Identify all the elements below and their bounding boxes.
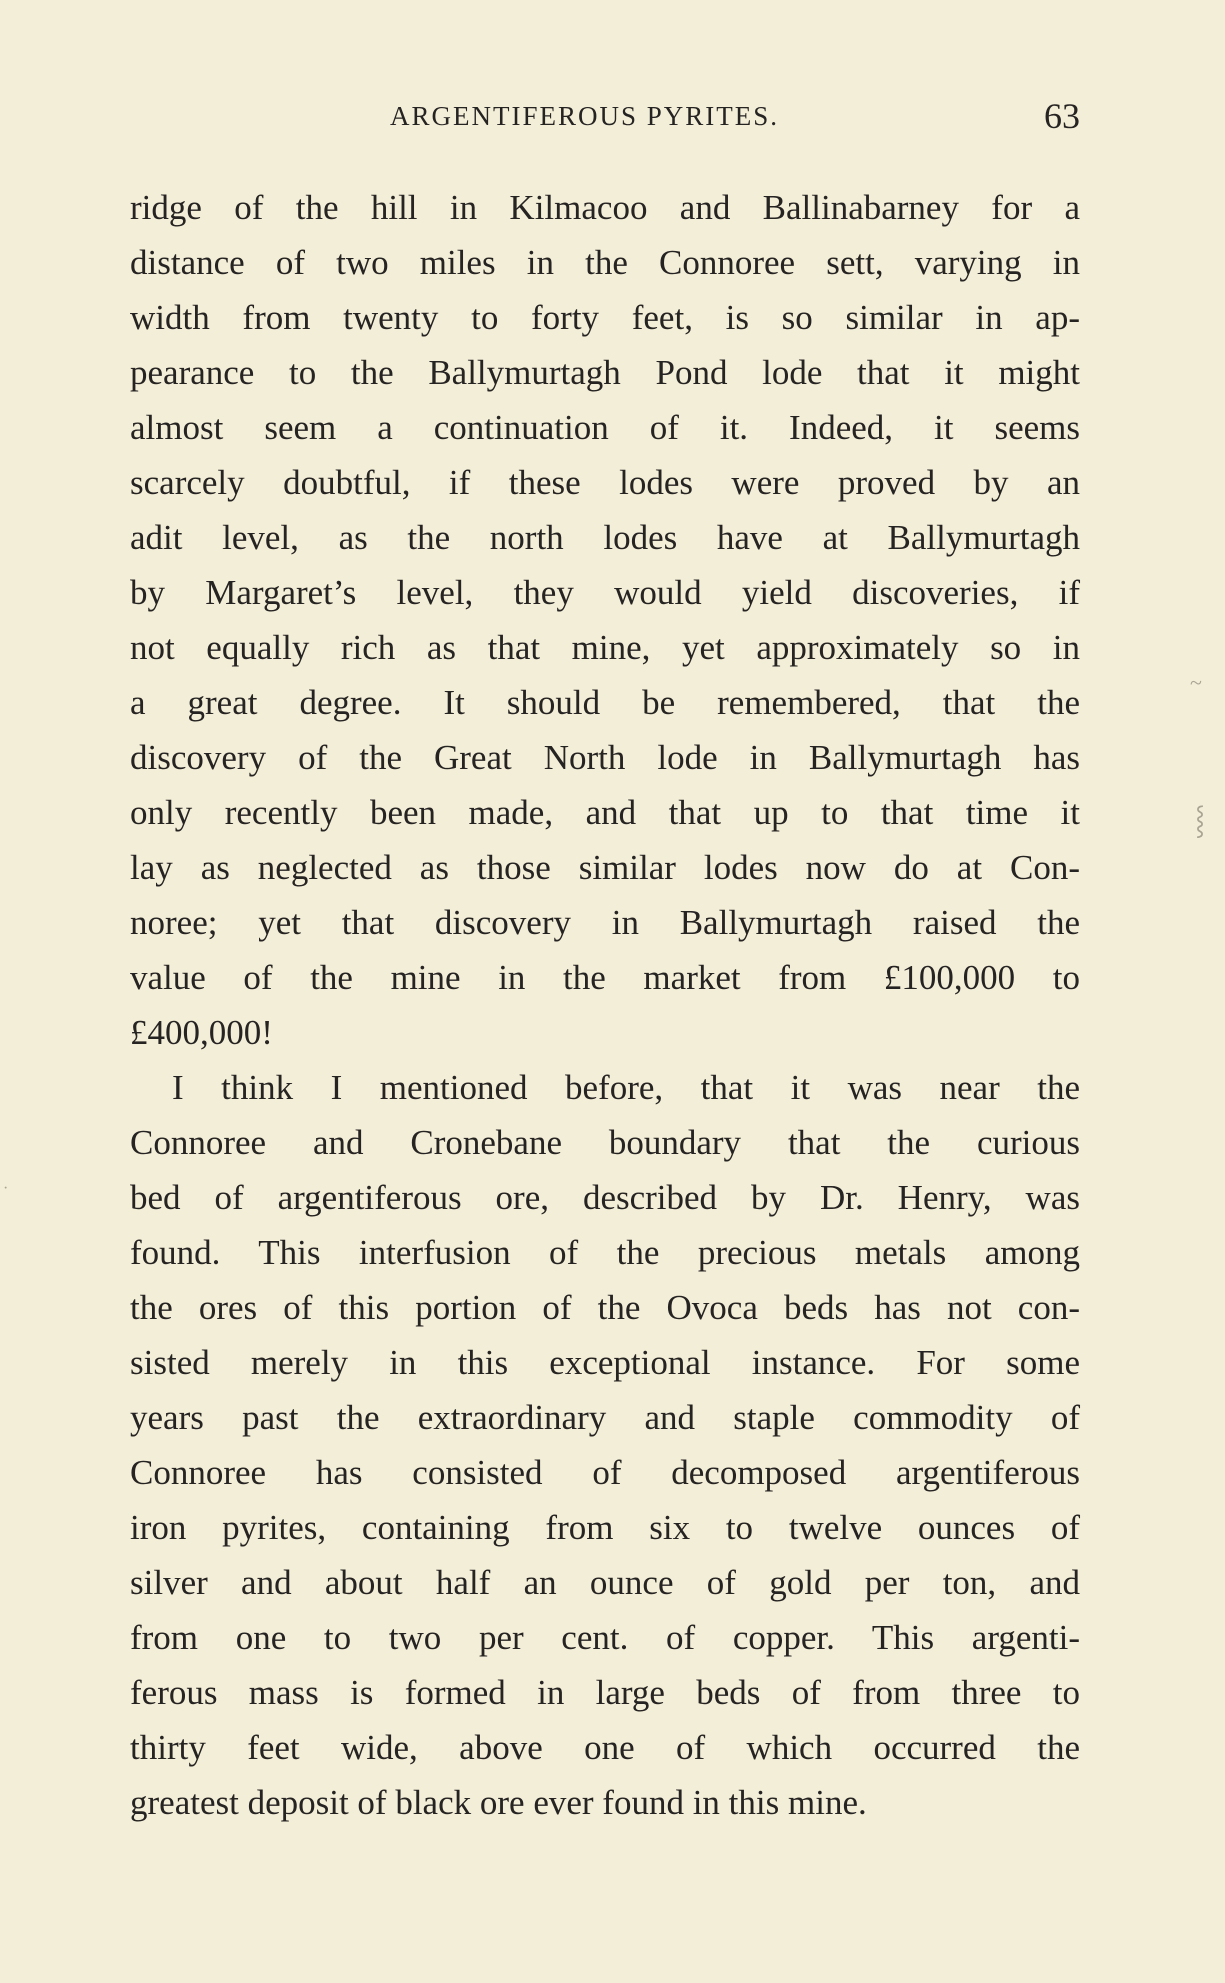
text-line: lay as neglected as those similar lodes now do at Con- xyxy=(130,848,1080,887)
text-line: from one to two per cent. of copper. This argenti- xyxy=(130,1618,1080,1657)
text-line: iron pyrites, containing from six to twelve ounces of xyxy=(130,1508,1080,1547)
page-number: 63 xyxy=(1044,96,1080,136)
text-line: discovery of the Great North lode in Ballymurtagh has xyxy=(130,738,1080,777)
text-line: value of the mine in the market from £100,000 to xyxy=(130,958,1080,997)
running-title: ARGENTIFEROUS PYRITES. xyxy=(390,101,780,131)
running-head xyxy=(130,96,1080,136)
text-line: I think I mentioned before, that it was near the xyxy=(172,1068,1080,1107)
text-line: ridge of the hill in Kilmacoo and Ballinabarney for a xyxy=(130,188,1080,227)
text-line: thirty feet wide, above one of which occurred the xyxy=(130,1728,1080,1767)
text-line: years past the extraordinary and staple commodity of xyxy=(130,1398,1080,1437)
scan-artifact: ~ xyxy=(1190,670,1202,695)
text-line: the ores of this portion of the Ovoca beds has not con- xyxy=(130,1288,1080,1327)
text-line: £400,000! xyxy=(130,1013,273,1052)
text-line: width from twenty to forty feet, is so similar in ap- xyxy=(130,298,1080,337)
text-line: found. This interfusion of the precious metals among xyxy=(130,1233,1080,1272)
text-line: bed of argentiferous ore, described by Dr. Henry, was xyxy=(130,1178,1080,1217)
text-line: sisted merely in this exceptional instance. For some xyxy=(130,1343,1080,1382)
text-line: noree; yet that discovery in Ballymurtagh raised the xyxy=(130,903,1080,942)
text-line: silver and about half an ounce of gold per ton, and xyxy=(130,1563,1080,1602)
text-line: only recently been made, and that up to that time it xyxy=(130,793,1080,832)
scan-artifact: · xyxy=(3,1180,9,1197)
text-line: pearance to the Ballymurtagh Pond lode that it might xyxy=(130,353,1080,392)
text-line: not equally rich as that mine, yet approximately so in xyxy=(130,628,1080,667)
text-line: adit level, as the north lodes have at Ballymurtagh xyxy=(130,518,1080,557)
scan-artifact: ⸾ xyxy=(1195,805,1206,836)
text-line: a great degree. It should be remembered, that the xyxy=(130,683,1080,722)
text-line: ferous mass is formed in large beds of from three to xyxy=(130,1673,1080,1712)
text-line: Connoree has consisted of decomposed argentiferous xyxy=(130,1453,1080,1492)
text-line: almost seem a continuation of it. Indeed, it seems xyxy=(130,408,1080,447)
text-line: distance of two miles in the Connoree sett, varying in xyxy=(130,243,1080,282)
body-text xyxy=(130,180,1080,1830)
text-line: scarcely doubtful, if these lodes were proved by an xyxy=(130,463,1080,502)
text-line: greatest deposit of black ore ever found in this mine. xyxy=(130,1783,867,1822)
text-line: Connoree and Cronebane boundary that the curious xyxy=(130,1123,1080,1162)
text-line: by Margaret’s level, they would yield discoveries, if xyxy=(130,573,1080,612)
